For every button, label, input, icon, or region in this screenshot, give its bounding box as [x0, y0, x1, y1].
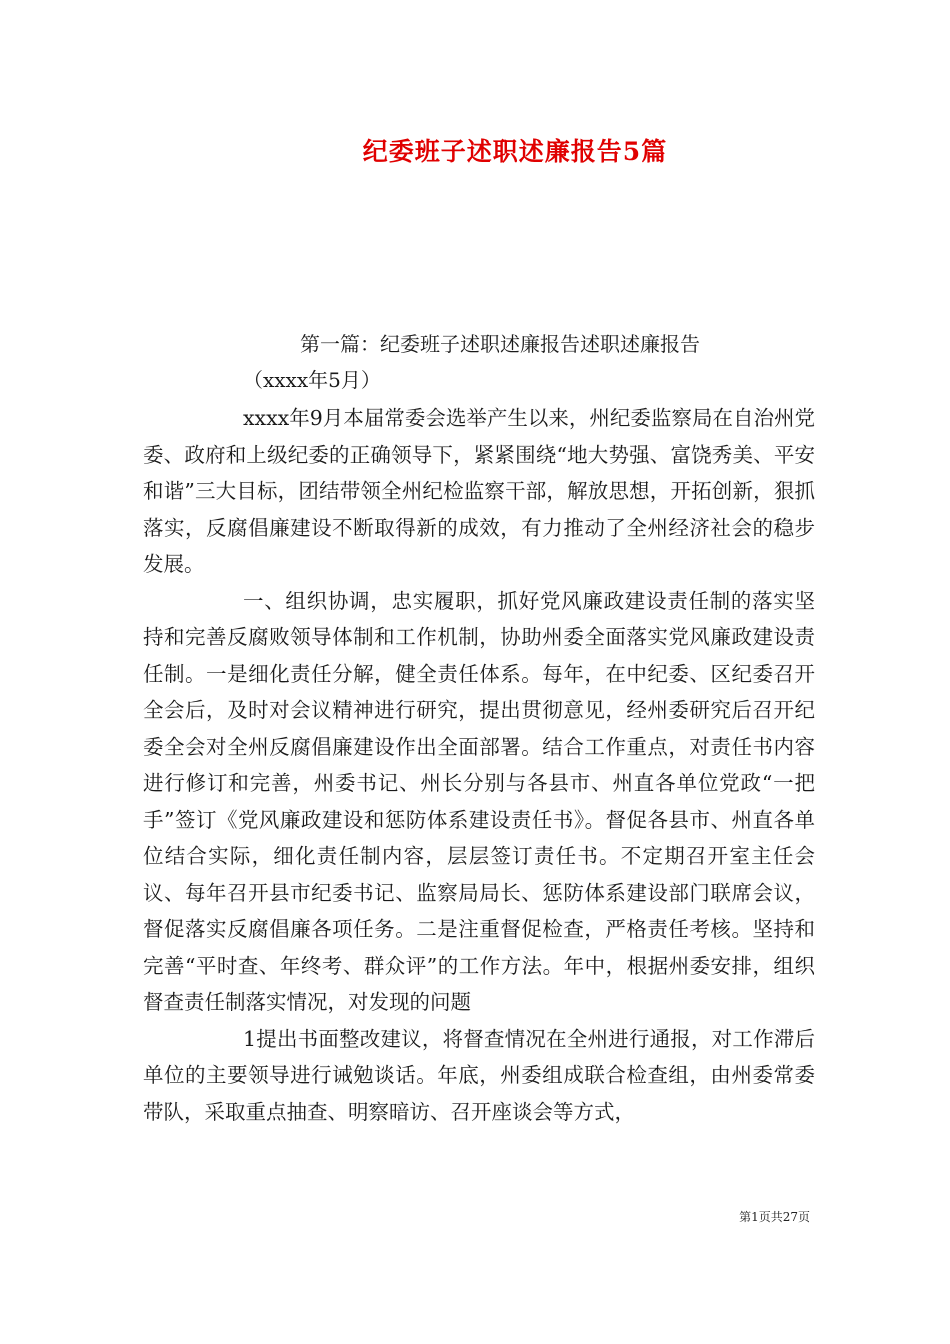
body-paragraph: 一、组织协调，忠实履职，抓好党风廉政建设责任制的落实坚持和完善反腐败领导体制和工作机制，协助州委全面落实党风廉政建设责任制。一是细化责任分解，健全责任体系。每年，在中纪委、区纪委召开全会后，及时对会议精神进行研究，提出贯彻意见，经州委研究后召开纪委全会对全州反腐倡廉建设作出全面部署。结合工作重点，对责任书内容进行修订和完善，州委书记、州长分别与各县市、州直各单位党政“一把手”签订《党风廉政建设和惩防体系建设责任书》。督促各县市、州直各单位结合实际，细化责任制内容，层层签订责任书。不定期召开室主任会议、每年召开县市纪委书记、监察局局长、惩防体系建设部门联席会议，督促落实反腐倡廉各项任务。二是注重督促检查，严格责任考核。坚持和完善“平时查、年终考、群众评”的工作方法。年中，根据州委安排，组织督查责任制落实情况，对发现的问题 [143, 588, 815, 1014]
document-subtitle: 第一篇：纪委班子述职述廉报告述职述廉报告 [300, 332, 700, 356]
body-paragraph: 1提出书面整改建议，将督查情况在全州进行通报，对工作滞后单位的主要领导进行诫勉谈话。年底，州委组成联合检查组，由州委常委带队，采取重点抽查、明察暗访、召开座谈会等方式， [143, 1026, 815, 1124]
document-title: 纪委班子述职述廉报告5篇 [362, 137, 668, 166]
page-number-footer: 第1页共27页 [739, 1210, 810, 1224]
document-body [143, 400, 815, 1130]
body-paragraph: xxxx年9月本届常委会选举产生以来，州纪委监察局在自治州党委、政府和上级纪委的正确领导下，紧紧围绕“地大势强、富饶秀美、平安和谐”三大目标，团结带领全州纪检监察干部，解放思想，开拓创新，狠抓落实，反腐倡廉建设不断取得新的成效，有力推动了全州经济社会的稳步发展。 [143, 406, 815, 576]
document-date: （xxxx年5月） [243, 368, 381, 392]
